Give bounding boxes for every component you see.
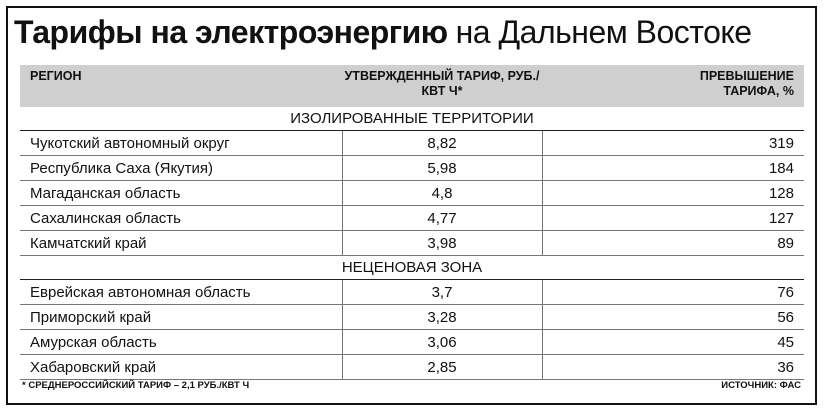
header-excess: ПРЕВЫШЕНИЕ ТАРИФА, %	[699, 69, 794, 98]
excess-cell: 127	[768, 210, 794, 227]
region-cell: Хабаровский край	[30, 359, 157, 376]
table-row	[20, 181, 804, 206]
footnote: * СРЕДНЕРОССИЙСКИЙ ТАРИФ – 2,1 РУБ./КВТ Ч	[22, 380, 250, 391]
excess-cell: 36	[777, 359, 794, 376]
column-divider	[542, 280, 543, 380]
table-row	[20, 330, 804, 355]
excess-cell: 128	[768, 185, 794, 202]
table-row	[20, 305, 804, 330]
tariff-cell: 4,77	[427, 210, 457, 227]
table-header	[20, 65, 804, 107]
tariff-cell: 5,98	[427, 160, 457, 177]
region-cell: Республика Саха (Якутия)	[30, 160, 214, 177]
section-heading: НЕЦЕНОВАЯ ЗОНА	[20, 256, 804, 280]
column-divider	[542, 131, 543, 256]
tariff-cell: 2,85	[427, 359, 457, 376]
source-note: ИСТОЧНИК: ФАС	[721, 380, 801, 391]
tariff-cell: 8,82	[427, 135, 457, 152]
table-row	[20, 156, 804, 181]
region-cell: Чукотский автономный округ	[30, 135, 230, 152]
title-bold: Тарифы на электроэнергию	[14, 14, 448, 50]
region-cell: Камчатский край	[30, 235, 147, 252]
tariff-cell: 4,8	[431, 185, 453, 202]
table-row	[20, 206, 804, 231]
region-cell: Амурская область	[30, 334, 157, 351]
excess-cell: 76	[777, 284, 794, 301]
tariff-cell: 3,06	[427, 334, 457, 351]
header-tariff: УТВЕРЖДЕННЫЙ ТАРИФ, РУБ./КВТ Ч*	[344, 69, 540, 98]
page-title	[14, 10, 752, 54]
table-row	[20, 231, 804, 256]
region-cell: Приморский край	[30, 309, 152, 326]
section-heading: ИЗОЛИРОВАННЫЕ ТЕРРИТОРИИ	[20, 107, 804, 131]
tariff-cell: 3,7	[431, 284, 453, 301]
table-row	[20, 280, 804, 305]
excess-cell: 56	[777, 309, 794, 326]
column-divider	[342, 280, 343, 380]
region-cell: Сахалинская область	[30, 210, 181, 227]
region-cell: Еврейская автономная область	[30, 284, 251, 301]
excess-cell: 45	[777, 334, 794, 351]
header-region: РЕГИОН	[30, 69, 82, 83]
excess-cell: 184	[768, 160, 794, 177]
tariff-cell: 3,98	[427, 235, 457, 252]
table-row	[20, 355, 804, 380]
tariff-cell: 3,28	[427, 309, 457, 326]
title-rest: на Дальнем Востоке	[455, 14, 752, 50]
table-row	[20, 131, 804, 156]
excess-cell: 319	[768, 135, 794, 152]
excess-cell: 89	[777, 235, 794, 252]
column-divider	[342, 131, 343, 256]
region-cell: Магаданская область	[30, 185, 181, 202]
